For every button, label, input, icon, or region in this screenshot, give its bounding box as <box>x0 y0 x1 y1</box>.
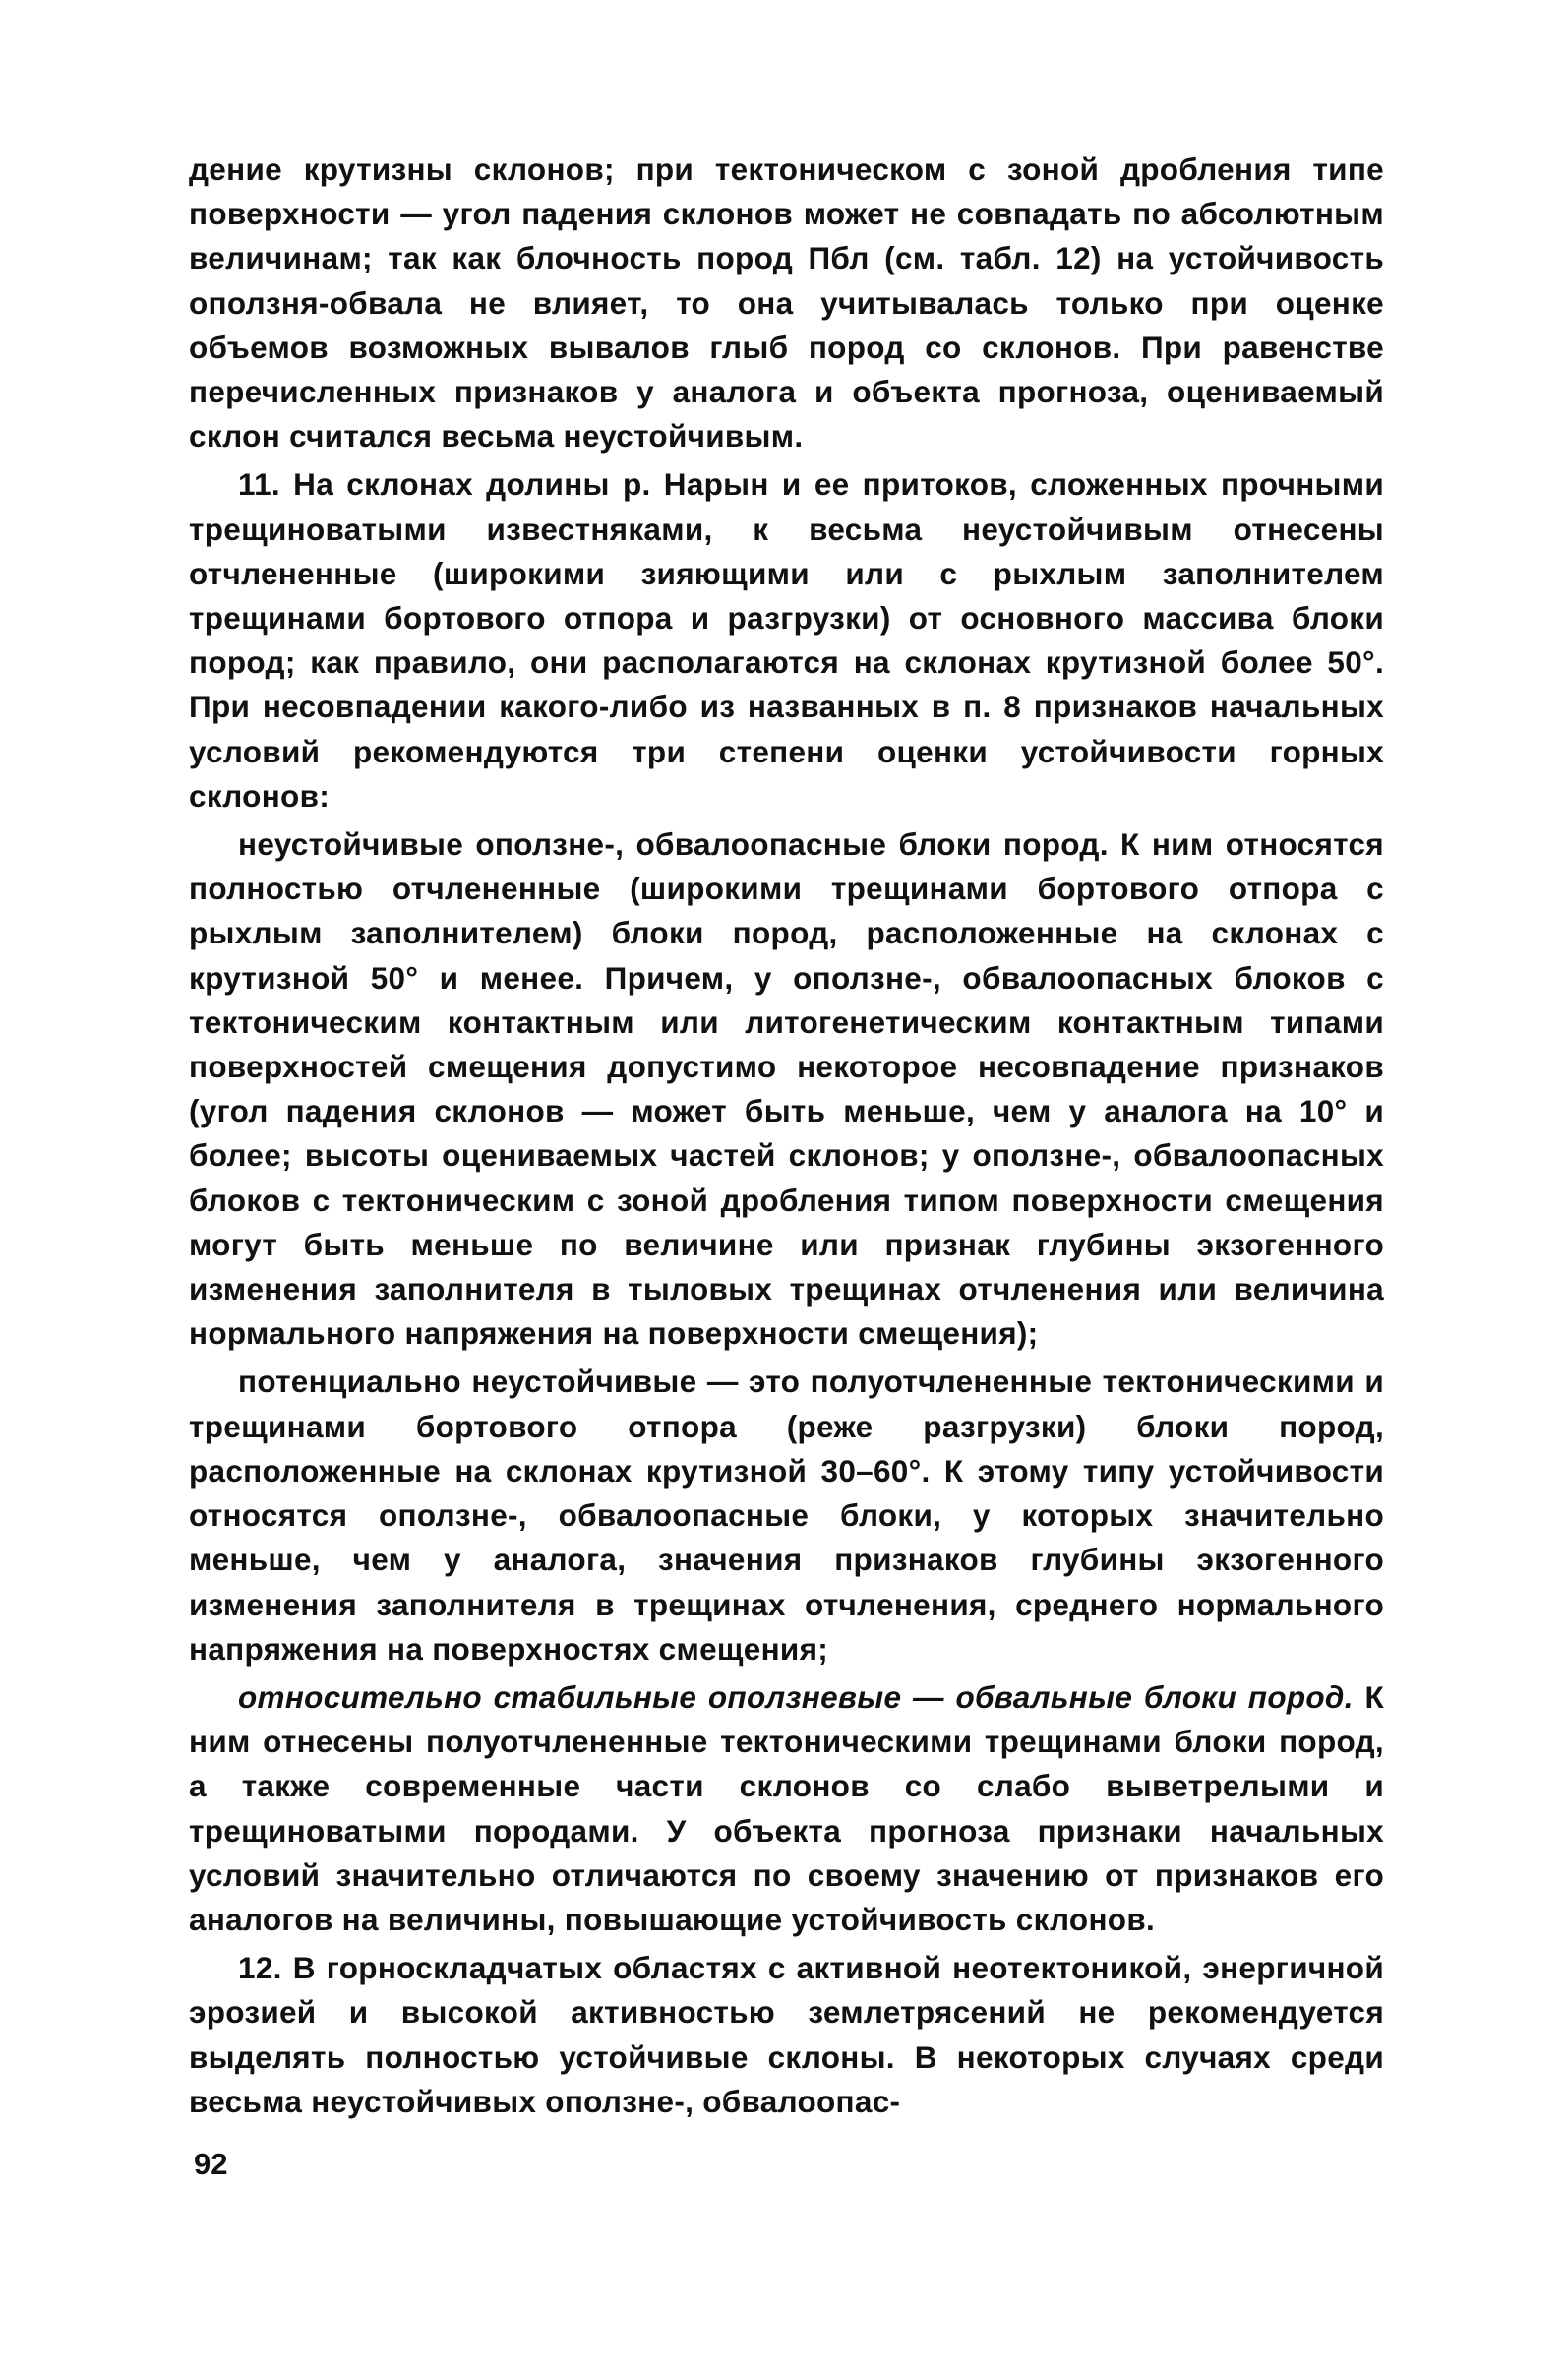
page-number: 92 <box>194 2147 228 2181</box>
italic-term: относительно стабильные оползневые — обвальные блоки пород. <box>238 1678 1354 1715</box>
paragraph-relatively-stable-text: К ним отнесены полуотчлененные тектоническими трещинами блоки пород, а также современные части склонов со слабо выветрелыми и трещиноватыми породами. У объекта прогноза признаки начальных условий значительно отличаются по своему значению от признаков его аналогов на величины, повышающие устойчивость склонов. <box>189 1678 1384 1937</box>
body-text <box>189 148 1384 2124</box>
paragraph-unstable-blocks: неустойчивые оползне-, обвалоопасные блоки пород. К ним относятся полностью отчлененные (широкими трещинами бортового отпора с рыхлым заполнителем) блоки пород, расположенные на склонах с крутизной 50° и менее. Причем, у оползне-, обвалоопасных блоков с тектоническим контактным или литогенетическим контактным типами поверхностей смещения допустимо некоторое несовпадение признаков (угол падения склонов — может быть меньше, чем у аналога на 10° и более; высоты оцениваемых частей склонов; у оползне-, обвалоопасных блоков с тектоническим с зоной дробления типом поверхности смещения могут быть меньше по величине или признак глубины экзогенного изменения заполнителя в тыловых трещинах отчленения или величина нормального напряжения на поверхности смещения); <box>189 826 1384 1352</box>
paragraph-potentially-unstable: потенциально неустойчивые — это полуотчлененные тектоническими и трещинами бортового отпора (реже разгрузки) блоки пород, расположенные на склонах крутизной 30–60°. К этому типу устойчивости относятся оползне-, обвалоопасные блоки, у которых значительно меньше, чем у аналога, значения признаков глубины экзогенного изменения заполнителя в трещинах отчленения, среднего нормального напряжения на поверхностях смещения; <box>189 1364 1384 1667</box>
paragraph-continuation: дение крутизны склонов; при тектоническом с зоной дробления типе поверхности — угол падения склонов может не совпадать по абсолютным величинам; так как блочность пород Пбл (см. табл. 12) на устойчивость оползня-обвала не влияет, то она учитывалась только при оценке объемов возможных вывалов глыб пород со склонов. При равенстве перечисленных признаков у аналога и объекта прогноза, оцениваемый склон считался весьма неустойчивым. <box>189 152 1384 455</box>
paragraph-item-12: 12. В горноскладчатых областях с активной неотектоникой, энергичной эрозией и высокой активностью землетрясений не рекомендуется выделять полностью устойчивые склоны. В некоторых случаях среди весьма неустойчивых оползне-, обвалоопас- <box>189 1950 1384 2119</box>
paragraph-item-11: 11. На склонах долины р. Нарын и ее притоков, сложенных прочными трещиноватыми известняками, к весьма неустойчивым отнесены отчлененные (широкими зияющими или с рыхлым заполнителем трещинами бортового отпора и разгрузки) от основного массива блоки пород; как правило, они располагаются на склонах крутизной более 50°. При несовпадении какого-либо из названных в п. 8 признаков начальных условий рекомендуются три степени оценки устойчивости горных склонов: <box>189 466 1384 814</box>
paragraph-relatively-stable <box>189 1675 1384 1942</box>
